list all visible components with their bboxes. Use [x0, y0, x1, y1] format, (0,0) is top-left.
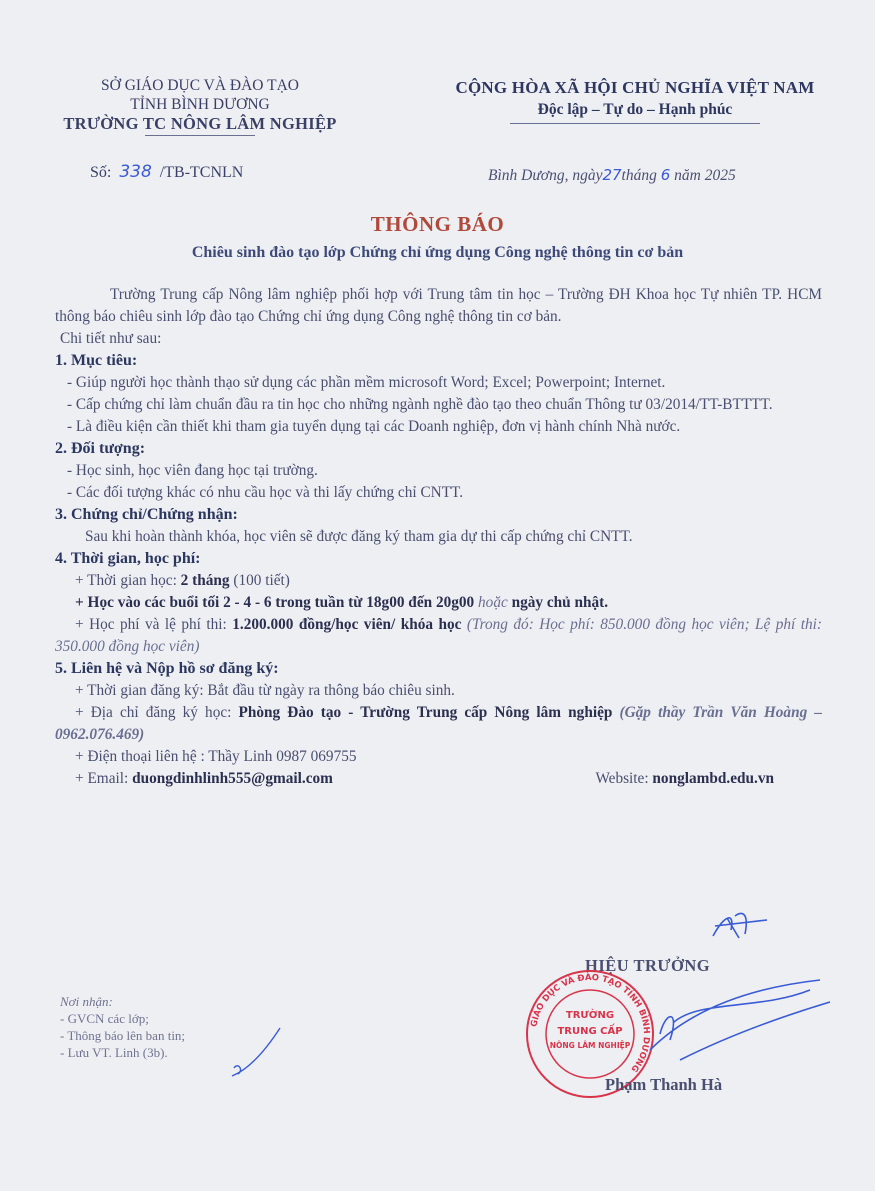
address-contact: (Gặp thầy Trần Văn Hoàng – 0962.076.469)	[55, 704, 823, 743]
details-lead: Chi tiết như sau:	[60, 330, 162, 347]
date-place: Bình Dương, ngày	[488, 167, 603, 184]
recipients-label: Nơi nhận:	[60, 994, 113, 1009]
sec5-address	[55, 702, 822, 746]
seal-line-3: NÔNG LÂM NGHIỆP	[549, 1041, 631, 1050]
recipient-item: - Thông báo lên ban tin;	[60, 1028, 186, 1043]
section-5-heading: 5. Liên hệ và Nộp hồ sơ đăng ký:	[55, 660, 279, 677]
email-address: duongdinhlinh555@gmail.com	[132, 770, 333, 787]
fee-breakdown: (Trong đó: Học phí: 850.000 đồng học viên; Lệ phí thi: 350.000 đồng học viên)	[55, 616, 822, 655]
clerk-initial-mark	[228, 1022, 288, 1082]
document-title: THÔNG BÁO	[370, 212, 505, 236]
sec1-item-2: - Cấp chứng chỉ làm chuẩn đầu ra tin học cho những ngành nghề đào tạo theo chuẩn Thông tư 03/2014/TT-BTTTT.	[67, 396, 773, 413]
section-2-heading: 2. Đối tượng:	[55, 440, 146, 457]
fee-amount: 1.200.000 đồng/học viên/ khóa học	[232, 616, 462, 633]
website-url: nonglambd.edu.vn	[652, 770, 774, 787]
principal-signature	[640, 950, 840, 1070]
section-4-heading: 4. Thời gian, học phí:	[55, 550, 201, 567]
sec5-reg-time: + Thời gian đăng ký: Bắt đầu từ ngày ra thông báo chiêu sinh.	[75, 682, 455, 699]
seal-line-2: TRUNG CẤP	[557, 1026, 623, 1037]
seal-ring-text: GIÁO DỤC VÀ ĐÀO TẠO TỈNH BÌNH DƯƠNG	[529, 972, 652, 1074]
address-prefix: + Địa chỉ đăng ký học:	[75, 704, 232, 721]
signer-title: HIỆU TRƯỞNG	[585, 956, 711, 975]
schedule-or: hoặc	[478, 594, 508, 611]
initial-signature-mark	[705, 908, 775, 944]
sec5-email-website	[55, 768, 822, 790]
republic-name: CỘNG HÒA XÃ HỘI CHỦ NGHĨA VIỆT NAM	[455, 78, 815, 97]
recipients-block	[60, 993, 185, 1061]
document-subtitle: Chiêu sinh đào tạo lớp Chứng chỉ ứng dụng Công nghệ thông tin cơ bản	[191, 244, 684, 261]
ref-suffix: /TB-TCNLN	[159, 164, 244, 181]
header-left-rule	[145, 135, 255, 136]
date-day: 27	[602, 166, 622, 184]
document-body	[55, 284, 822, 790]
recipient-item: - GVCN các lớp;	[60, 1011, 149, 1026]
national-header	[420, 78, 850, 124]
document-number	[90, 162, 243, 182]
recipient-item: - Lưu VT. Linh (3b).	[60, 1045, 168, 1060]
signer-name: Phạm Thanh Hà	[605, 1075, 723, 1094]
email-prefix: + Email:	[75, 770, 129, 787]
seal-line-1: TRƯỜNG	[565, 1010, 615, 1021]
sec4-duration	[55, 570, 822, 592]
sec1-item-3: - Là điều kiện cần thiết khi tham gia tuyển dụng tại các Doanh nghiệp, đơn vị hành chính Nhà nước.	[67, 418, 681, 435]
sec1-item-1: - Giúp người học thành thạo sử dụng các phần mềm microsoft Word; Excel; Powerpoint; Internet.	[67, 374, 666, 391]
sec4-fee	[55, 614, 822, 658]
date-month: 6	[660, 166, 671, 184]
dept-name: SỞ GIÁO DỤC VÀ ĐÀO TẠO	[101, 77, 299, 94]
website-line	[595, 768, 774, 790]
province-name: TỈNH BÌNH DƯƠNG	[130, 96, 270, 113]
address-value: Phòng Đào tạo - Trường Trung cấp Nông lâm nghiệp	[238, 704, 613, 721]
sec4-schedule	[55, 592, 822, 614]
national-motto: Độc lập – Tự do – Hạnh phúc	[537, 101, 733, 118]
header-right-rule	[510, 123, 760, 124]
section-3-heading: 3. Chứng chỉ/Chứng nhận:	[55, 506, 238, 523]
school-name: TRƯỜNG TC NÔNG LÂM NGHIỆP	[63, 114, 337, 133]
fee-prefix: + Học phí và lệ phí thi:	[75, 616, 227, 633]
section-1-heading: 1. Mục tiêu:	[55, 352, 138, 369]
duration-suffix: (100 tiết)	[233, 572, 290, 589]
sec2-item-2: - Các đối tượng khác có nhu cầu học và thi lấy chứng chỉ CNTT.	[67, 484, 464, 501]
schedule-end: ngày chủ nhật.	[511, 594, 609, 611]
ref-number-handwritten: 338	[119, 162, 152, 182]
intro-paragraph: Trường Trung cấp Nông lâm nghiệp phối hợp với Trung tâm tin học – Trường ĐH Khoa học Tự nhiên TP. HCM thông báo chiêu sinh lớp đào tạo Chứng chỉ ứng dụng Công nghệ thông tin cơ bản.	[55, 286, 822, 325]
date-month-label: tháng	[621, 167, 657, 184]
sec3-text: Sau khi hoàn thành khóa, học viên sẽ được đăng ký tham gia dự thi cấp chứng chỉ CNTT.	[85, 528, 633, 545]
sec5-phone: + Điện thoại liên hệ : Thầy Linh 0987 069755	[75, 748, 357, 765]
sec2-item-1: - Học sinh, học viên đang học tại trường.	[67, 462, 318, 479]
ref-label: Số:	[90, 164, 112, 181]
duration-prefix: + Thời gian học:	[75, 572, 177, 589]
duration-value: 2 tháng	[180, 572, 230, 589]
website-prefix: Website:	[595, 770, 649, 787]
issue-date	[488, 166, 736, 185]
agency-header	[40, 76, 360, 136]
schedule-text: + Học vào các buổi tối 2 - 4 - 6 trong tuần từ 18g00 đến 20g00	[75, 594, 475, 611]
email-line	[75, 768, 333, 790]
date-year: năm 2025	[674, 167, 736, 184]
